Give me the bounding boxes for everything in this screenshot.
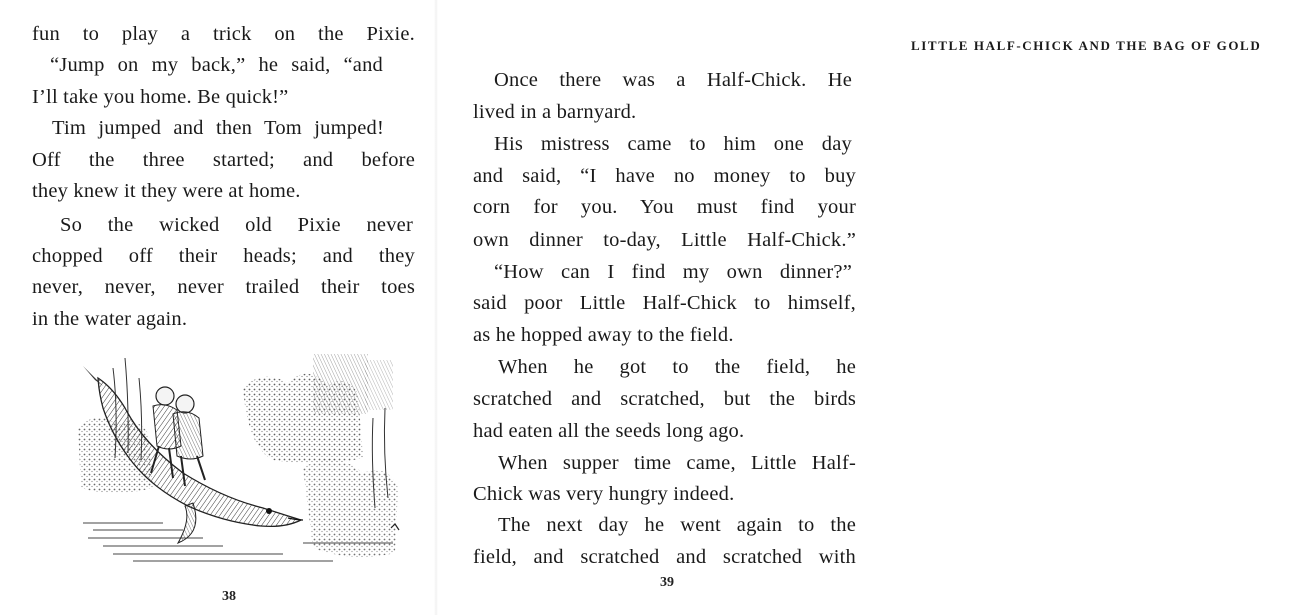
engraving-illustration xyxy=(73,348,401,570)
right-text-line: as he hopped away to the field. xyxy=(473,324,734,346)
right-text-line: His mistress came to him one day xyxy=(494,133,852,155)
right-text-line: field, and scratched and scratched with xyxy=(473,546,856,568)
left-text-line: “Jump on my back,” he said, “and xyxy=(50,54,383,76)
left-text-line: I’ll take you home. Be quick!” xyxy=(32,86,289,108)
left-text-line: they knew it they were at home. xyxy=(32,180,301,202)
right-text-line: scratched and scratched, but the birds xyxy=(473,388,856,410)
right-text-line: The next day he went again to the xyxy=(498,514,856,536)
fish-eye xyxy=(266,508,272,514)
building-shape xyxy=(313,354,368,414)
left-text-line: in the water again. xyxy=(32,308,188,330)
page-number-left: 38 xyxy=(222,589,236,604)
left-text-line: fun to play a trick on the Pixie. xyxy=(32,23,415,45)
right-text-line: When he got to the field, he xyxy=(498,356,856,378)
building-shape xyxy=(365,360,393,410)
right-text-line: Once there was a Half-Chick. He xyxy=(494,69,852,91)
fish-tail xyxy=(83,366,103,386)
left-page xyxy=(0,0,436,615)
right-text-line: When supper time came, Little Half- xyxy=(498,452,856,474)
right-text-line: Chick was very hungry indeed. xyxy=(473,483,735,505)
left-text-line: So the wicked old Pixie never xyxy=(60,214,413,236)
right-text-line: “How can I find my own dinner?” xyxy=(494,261,852,283)
left-text-line: never, never, never trailed their toes xyxy=(32,276,415,298)
right-text-line: had eaten all the seeds long ago. xyxy=(473,420,745,442)
right-text-line: said poor Little Half-Chick to himself, xyxy=(473,292,856,314)
foliage-shape xyxy=(303,459,398,557)
fish-fin xyxy=(178,503,196,543)
page-number-right: 39 xyxy=(660,575,674,590)
right-text-line: and said, “I have no money to buy xyxy=(473,165,856,187)
right-text-line: own dinner to-day, Little Half-Chick.” xyxy=(473,229,856,251)
left-text-line: Off the three started; and before xyxy=(32,149,415,171)
left-text-line: chopped off their heads; and they xyxy=(32,245,415,267)
left-text-line: Tim jumped and then Tom jumped! xyxy=(52,117,384,139)
right-text-line: corn for you. You must find your xyxy=(473,196,856,218)
running-head: LITTLE HALF-CHICK AND THE BAG OF GOLD xyxy=(911,38,1262,53)
right-text-line: lived in a barnyard. xyxy=(473,101,637,123)
